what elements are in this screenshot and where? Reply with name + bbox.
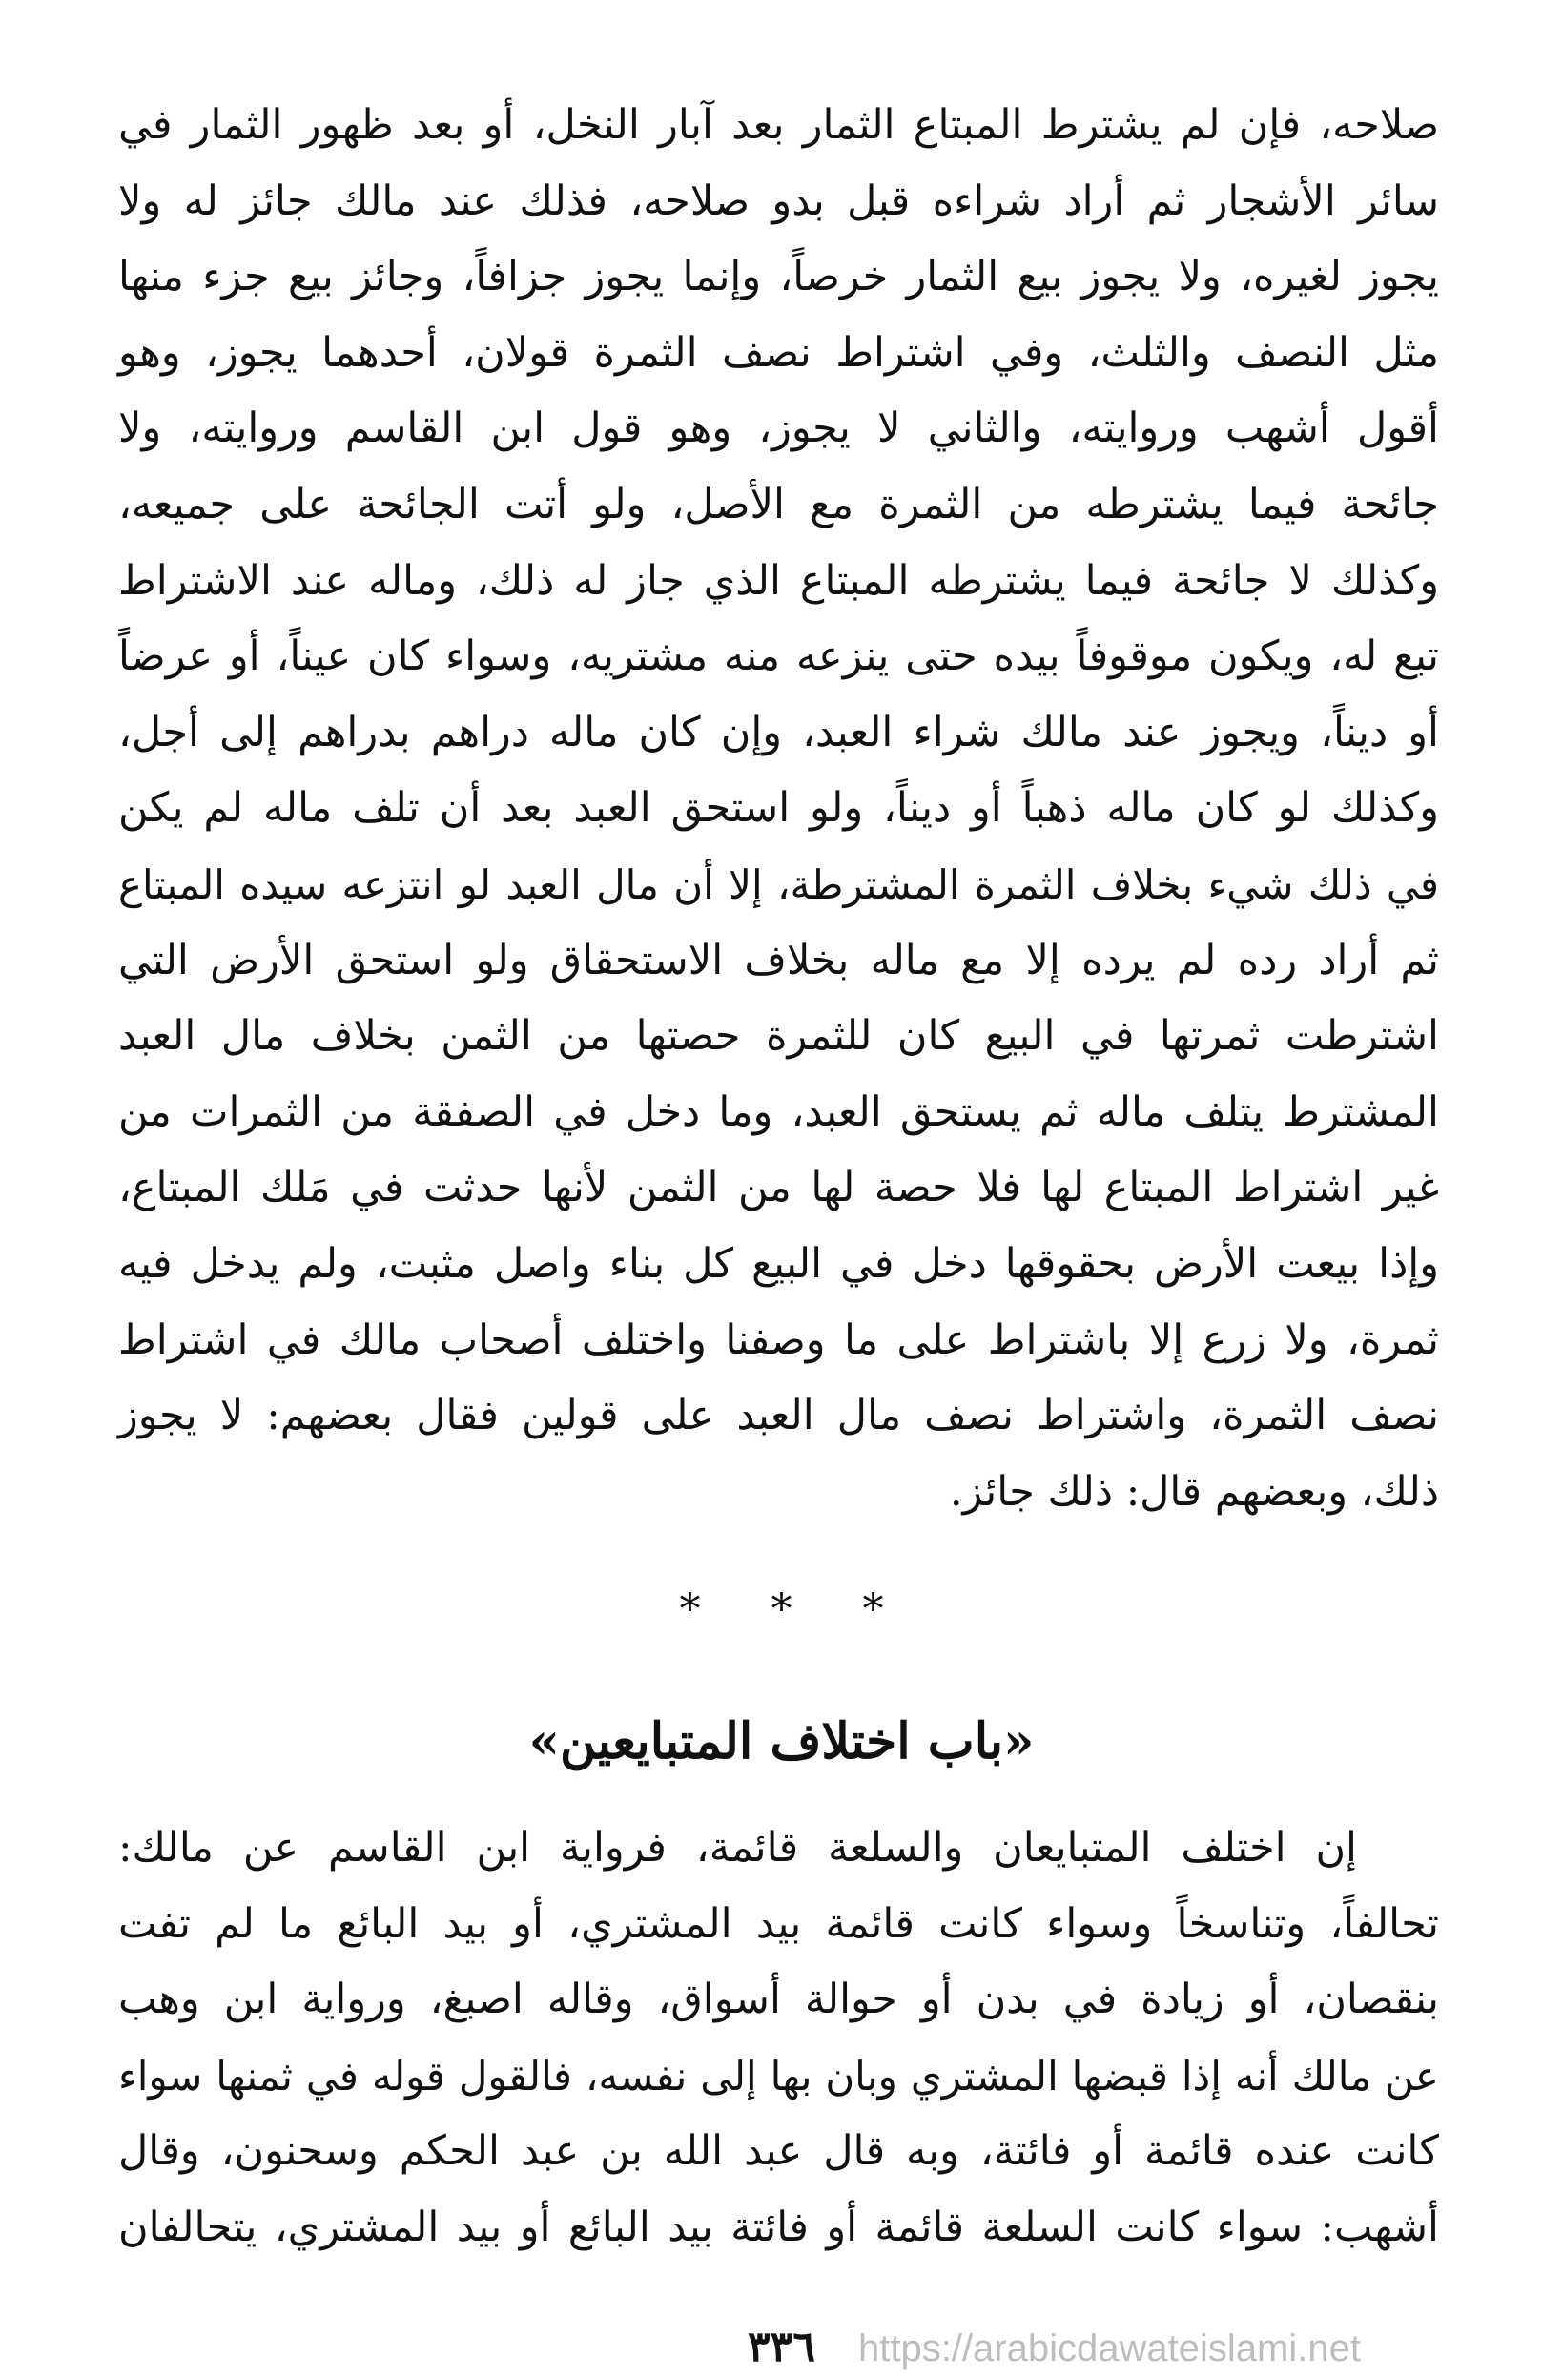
text-line: المشترط يتلف ماله ثم يستحق العبد، وما دخل في الصفقة من الثمرات من [118,1087,1439,1136]
section-separator [0,1585,1563,1634]
text-line: نصف الثمرة، واشتراط نصف مال العبد على قولين فقال بعضهم: لا يجوز [118,1392,1439,1440]
asterisk-glyph: * [679,1585,701,1634]
text-line: عن مالك أنه إذا قبضها المشتري وبان بها إلى نفسه، فالقول قوله في ثمنها سواء [118,2052,1439,2100]
text-line: تبع له، ويكون موقوفاً بيده حتى ينزعه منه مشتريه، وسواء كان عيناً، أو عرضاً [118,632,1439,681]
text-line: ذلك، وبعضهم قال: ذلك جائز. [949,1467,1439,1516]
text-line: ثم أراد رده لم يرده إلا مع ماله بخلاف الاستحقاق ولو استحق الأرض التي [118,936,1439,984]
text-line: تحالفاً، وتناسخاً وسواء كانت قائمة بيد المشتري، أو بيد البائع ما لم تفت [118,1899,1439,1948]
text-line: مثل النصف والثلث، وفي اشتراط نصف الثمرة قولان، أحدهما يجوز، وهو [118,328,1439,377]
asterisk-glyph: * [862,1585,884,1634]
text-line: بنقصان، أو زيادة في بدن أو حوالة أسواق، وقاله اصبغ، ورواية ابن وهب [118,1976,1439,2024]
text-line: يجوز لغيره، ولا يجوز بيع الثمار خرصاً، وإنما يجوز جزافاً، وجائز بيع جزء منها [118,253,1439,301]
section-title: «باب اختلاف المتبايعين» [528,1712,1035,1770]
body-text-block [118,88,1439,1530]
text-line: وإذا بيعت الأرض بحقوقها دخل في البيع كل بناء واصل مثبت، ولم يدخل فيه [118,1239,1439,1288]
text-line: اشترطت ثمرتها في البيع كان للثمرة حصتها من الثمن بخلاف مال العبد [118,1012,1439,1061]
body-text-block [118,1811,1439,2266]
text-line: إن اختلف المتبايعان والسلعة قائمة، فرواية ابن القاسم عن مالك: [118,1824,1357,1872]
text-line: أو ديناً، ويجوز عند مالك شراء العبد، وإن كان ماله دراهم بدراهم إلى أجل، [118,708,1439,756]
page-number: ٣٣٦ [748,2323,815,2371]
text-line: وكذلك لو كان ماله ذهباً أو ديناً، ولو استحق العبد بعد أن تلف ماله لم يكن [118,784,1439,833]
watermark-url: https://arabicdawateislami.net [858,2328,1361,2370]
text-line: في ذلك شيء بخلاف الثمرة المشترطة، إلا أن مال العبد لو انتزعه سيده المبتاع [118,860,1439,908]
text-line: أقول أشهب وروايته، والثاني لا يجوز، وهو قول ابن القاسم وروايته، ولا [118,404,1439,453]
text-line: كانت عنده قائمة أو فائتة، وبه قال عبد الله بن عبد الحكم وسحنون، وقال [118,2127,1439,2176]
text-line: أشهب: سواء كانت السلعة قائمة أو فائتة بيد البائع أو بيد المشتري، يتحالفان [118,2203,1439,2251]
text-line: ثمرة، ولا زرع إلا باشتراط على ما وصفنا واختلف أصحاب مالك في اشتراط [118,1315,1439,1364]
asterisk-glyph: * [771,1585,792,1634]
text-line: وكذلك لا جائحة فيما يشترطه المبتاع الذي جاز له ذلك، وماله عند الاشتراط [118,556,1439,605]
text-line: سائر الأشجار ثم أراد شراءه قبل بدو صلاحه، فذلك عند مالك جائز له ولا [118,176,1439,225]
text-line: جائحة فيما يشترطه من الثمرة مع الأصل، ولو أتت الجائحة على جميعه، [118,480,1439,528]
text-line: غير اشتراط المبتاع لها فلا حصة لها من الثمن لأنها حدثت في مَلك المبتاع، [118,1164,1439,1212]
text-line: صلاحه، فإن لم يشترط المبتاع الثمار بعد آبار النخل، أو بعد ظهور الثمار في [118,101,1439,149]
